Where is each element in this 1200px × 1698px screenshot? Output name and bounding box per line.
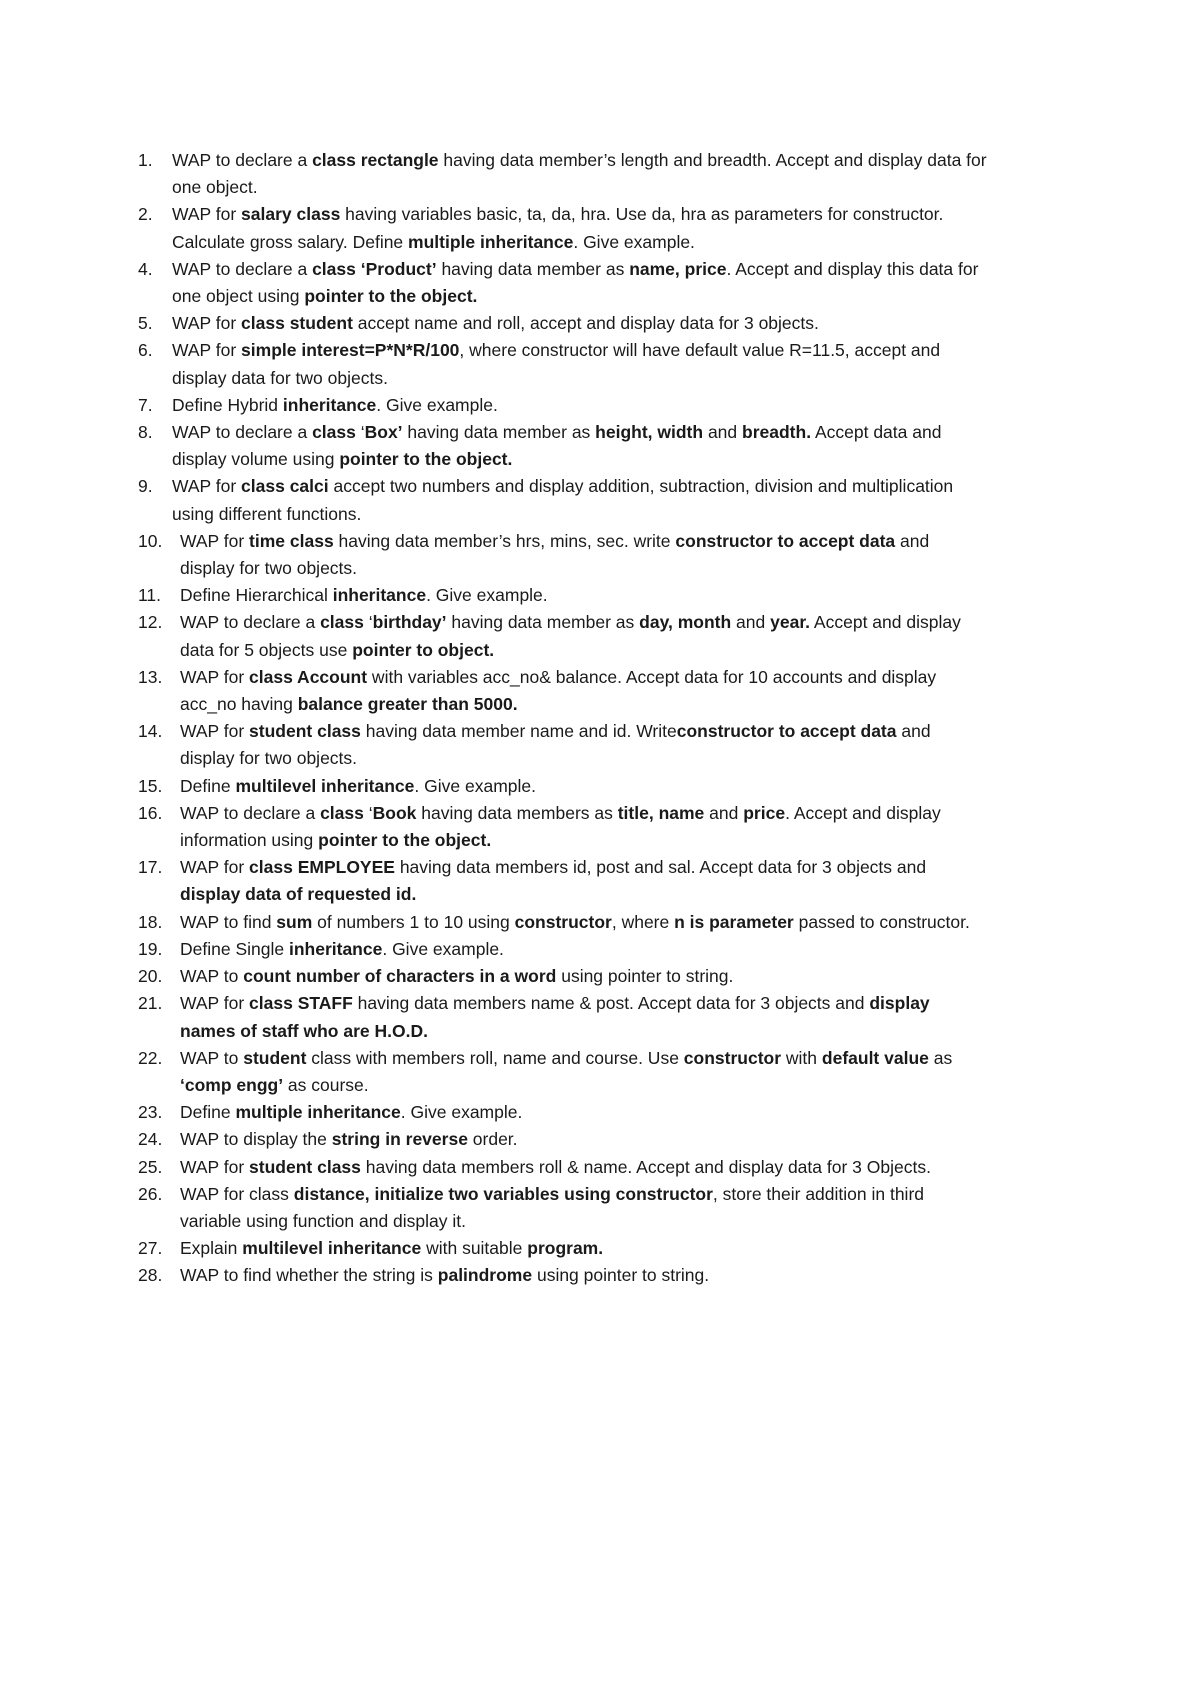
question-text-bold: price [743,802,786,823]
question-text [172,147,988,201]
question-number: 4. [138,258,153,279]
question-item [138,1154,988,1181]
question-number: 6. [138,340,153,361]
question-list [138,147,988,1290]
question-item [138,664,988,718]
question-item [138,147,988,201]
question-text-bold: count number of characters in a word [243,966,557,987]
question-text-bold: pointer to object. [352,639,495,660]
question-text-segment: WAP to find [180,911,277,932]
question-text-segment: . Give example. [376,394,498,415]
question-text-bold: student class [249,721,361,742]
question-item [138,201,988,255]
question-item [138,909,988,936]
question-text [180,1262,988,1289]
question-item [138,582,988,609]
question-text-bold: height, width [595,422,704,443]
question-text-bold: constructor to accept data [676,721,897,742]
question-text-bold: birthday’ [372,612,447,633]
question-text-segment: order. [467,1129,518,1150]
question-item [138,1181,988,1235]
question-text-bold: multilevel inheritance [235,775,415,796]
question-text-bold: class calci [241,476,329,497]
question-number: 21. [138,993,163,1014]
question-text-segment: Define [180,1102,236,1123]
question-text [180,854,988,908]
question-number: 23. [138,1102,163,1123]
question-item [138,1099,988,1126]
question-text-segment: WAP to display the [180,1129,332,1150]
question-text [180,800,988,854]
question-text-segment: WAP for [180,666,250,687]
question-text-segment: with suitable [421,1238,528,1259]
question-text-bold: class ‘Product’ [312,258,437,279]
question-item [138,936,988,963]
question-number: 27. [138,1238,163,1259]
question-number: 11. [138,585,162,606]
question-text-bold: class [320,802,364,823]
question-text-segment: having data member as [436,258,630,279]
question-text-segment: WAP to [180,1047,244,1068]
question-text-segment: using pointer to string. [556,966,734,987]
question-number: 19. [138,938,163,959]
question-text-bold: student class [249,1156,361,1177]
question-number: 15. [138,775,163,796]
question-item [138,473,988,527]
question-text-segment: WAP for [172,476,242,497]
question-text-segment: WAP for [180,721,250,742]
question-text-bold: year. [770,612,811,633]
question-text-bold: class STAFF [249,993,353,1014]
question-text-segment: with [781,1047,822,1068]
question-text-segment: WAP for [172,340,242,361]
question-text-segment: and [704,802,744,823]
question-text-bold: breadth. [742,422,812,443]
question-text [180,1099,988,1126]
question-text-segment: , where constructor will have default value R=11.5, accept and display data for two objects. [172,340,941,388]
question-text-segment: having data member’s length and breadth. Accept and display data for one object. [172,150,987,198]
question-text-bold: default value [821,1047,929,1068]
question-number: 22. [138,1047,163,1068]
question-text [180,718,988,772]
question-text-bold: class [320,612,364,633]
question-text-segment: WAP for [180,530,250,551]
question-text-segment: WAP for [172,313,242,334]
question-item [138,990,988,1044]
question-number: 16. [138,802,163,823]
question-text-bold: ‘comp engg’ [180,1074,284,1095]
question-text-bold: inheritance [332,585,427,606]
question-text [172,392,988,419]
question-text-bold: n is parameter [674,911,794,932]
question-text-bold: balance greater than 5000. [297,694,518,715]
question-item [138,718,988,772]
question-text-segment: WAP to declare a [180,802,321,823]
question-text-segment: , where [611,911,675,932]
question-text-segment: . Give example. [426,585,548,606]
question-text-segment: with variables acc_no& balance. Accept data for 10 accounts and display acc_no having [180,666,937,715]
question-text-bold: Box’ [364,422,403,443]
question-text-segment: and [731,612,771,633]
question-text-bold: program. [527,1238,604,1259]
question-text-bold: class [312,422,356,443]
question-text-segment: Accept and display data for 5 objects use [180,612,961,660]
question-text [180,582,988,609]
question-text-bold: class EMPLOYEE [249,857,395,878]
question-text-segment: and [703,422,743,443]
question-text [172,419,988,473]
question-text-segment: WAP to declare a [180,612,321,633]
question-text [180,990,988,1044]
question-text-segment: WAP to declare a [172,422,313,443]
question-text-segment: WAP for [180,857,250,878]
question-text-segment: Define Hybrid [172,394,283,415]
question-text-bold: multiple inheritance [235,1102,401,1123]
question-number: 26. [138,1183,163,1204]
question-text-segment: having data member as [402,422,596,443]
question-number: 28. [138,1265,163,1286]
question-text-segment: Define Hierarchical [180,585,333,606]
question-text-segment: having variables basic, ta, da, hra. Use da, hra as parameters for constructor. Calculate gross salary. Define [172,204,944,252]
question-text-segment: WAP to [180,966,244,987]
question-text-segment: and display for two objects. [180,721,931,769]
question-number: 14. [138,721,163,742]
question-text [180,773,988,800]
question-text-segment: as [928,1047,953,1068]
question-item [138,256,988,310]
question-text-segment: Accept data and display volume using [172,422,942,470]
question-item [138,1126,988,1153]
question-text-segment: having data member’s hrs, mins, sec. write [333,530,676,551]
question-text [180,963,988,990]
question-text-bold: string in reverse [331,1129,468,1150]
question-text-bold: pointer to the object. [339,449,513,470]
question-text-bold: inheritance [282,394,377,415]
question-text-bold: multiple inheritance [408,231,574,252]
question-text-bold: day, month [639,612,732,633]
question-text-bold: multilevel inheritance [242,1238,422,1259]
question-item [138,773,988,800]
question-text-segment: . Give example. [414,775,536,796]
question-item [138,1045,988,1099]
question-text-segment: having data members id, post and sal. Accept data for 3 objects and [394,857,927,878]
question-text-segment: having data members roll & name. Accept and display data for 3 Objects. [360,1156,931,1177]
question-text-segment: . Accept and display information using [180,802,941,851]
question-text-bold: class rectangle [312,150,439,170]
question-item [138,1262,988,1289]
question-text-segment: as course. [283,1074,369,1095]
question-item [138,337,988,391]
question-item [138,528,988,582]
question-text [172,256,988,310]
question-text-segment: Define Single [180,938,289,959]
question-text [180,664,988,718]
question-text-segment: . Give example. [573,231,695,252]
question-text-segment: . Give example. [382,938,504,959]
question-number: 7. [138,394,153,415]
question-text-segment: WAP to declare a [172,150,313,170]
question-text-segment: ‘ [355,422,365,443]
question-text-bold: distance, initialize two variables using constructor [293,1183,713,1204]
question-text-segment: having data members name & post. Accept data for 3 objects and [352,993,870,1014]
question-number: 2. [138,204,153,225]
question-text-segment: WAP for [180,1156,250,1177]
question-text-segment: WAP for [180,993,250,1014]
question-text-bold: time class [249,530,334,551]
question-item [138,854,988,908]
question-text-bold: display names of staff who are H.O.D. [180,993,930,1041]
question-text-bold: student [243,1047,307,1068]
question-item [138,609,988,663]
question-text-segment: passed to constructor. [793,911,970,932]
question-text [180,909,988,936]
question-text-segment: accept name and roll, accept and display data for 3 objects. [352,313,819,334]
question-text-bold: constructor [514,911,612,932]
question-text [172,473,988,527]
question-number: 10. [138,530,163,551]
question-number: 18. [138,911,163,932]
question-text-bold: display data of requested id. [180,884,417,905]
question-text-segment: Explain [180,1238,243,1259]
question-text-segment: WAP for [172,204,242,225]
question-text-bold: inheritance [288,938,383,959]
question-text-segment: using pointer to string. [532,1265,710,1286]
question-text-segment: and display for two objects. [180,530,930,579]
question-number: 20. [138,966,163,987]
question-text [180,1154,988,1181]
question-text-segment: . Give example. [400,1102,523,1123]
question-text-segment: accept two numbers and display addition, subtraction, division and multiplication using different functions. [172,476,954,524]
question-text-segment: having data member name and id. Write [360,721,677,742]
question-text-bold: title, name [617,802,705,823]
question-text-bold: sum [276,911,313,932]
question-number: 17. [138,857,163,878]
question-text [172,201,988,255]
question-text-bold: pointer to the object. [318,830,492,851]
question-item [138,392,988,419]
question-item [138,963,988,990]
question-text-segment: ‘ [363,612,373,633]
question-text-bold: constructor [683,1047,782,1068]
question-text-bold: palindrome [437,1265,533,1286]
question-number: 5. [138,313,153,334]
question-text-segment: having data member as [446,612,640,633]
question-number: 1. [138,150,153,170]
question-text-segment: class with members roll, name and course. Use [306,1047,684,1068]
question-text [180,1045,988,1099]
question-text-bold: class Account [249,666,368,687]
question-text-segment: . Accept and display this data for one object using [172,258,979,307]
question-text-bold: name, price [629,258,727,279]
question-text-bold: simple interest=P*N*R/100 [241,340,460,361]
question-text-segment: WAP to find whether the string is [180,1265,438,1286]
question-text-segment: Define [180,775,236,796]
question-text-segment: of numbers 1 to 10 using [312,911,515,932]
question-text-bold: salary class [241,204,341,225]
question-item [138,310,988,337]
question-text-bold: constructor to accept data [675,530,896,551]
question-text-segment: ‘ [363,802,373,823]
question-text [180,1181,988,1235]
question-text-segment: having data members as [416,802,618,823]
question-text-segment: , store their addition in third variable using function and display it. [180,1183,925,1231]
question-text-bold: Book [372,802,417,823]
question-number: 12. [138,612,163,633]
question-text [180,1235,988,1262]
question-text [180,528,988,582]
question-item [138,800,988,854]
question-text [172,310,988,337]
question-text [180,1126,988,1153]
question-text-bold: pointer to the object. [304,286,478,307]
question-item [138,1235,988,1262]
question-text-segment: WAP for class [180,1183,294,1204]
question-item [138,419,988,473]
question-text-bold: class student [241,313,353,334]
question-number: 8. [138,422,153,443]
question-number: 25. [138,1156,163,1177]
question-text [180,936,988,963]
question-number: 13. [138,666,163,687]
question-number: 9. [138,476,153,497]
question-text-segment: WAP to declare a [172,258,313,279]
question-text [172,337,988,391]
question-number: 24. [138,1129,163,1150]
question-text [180,609,988,663]
